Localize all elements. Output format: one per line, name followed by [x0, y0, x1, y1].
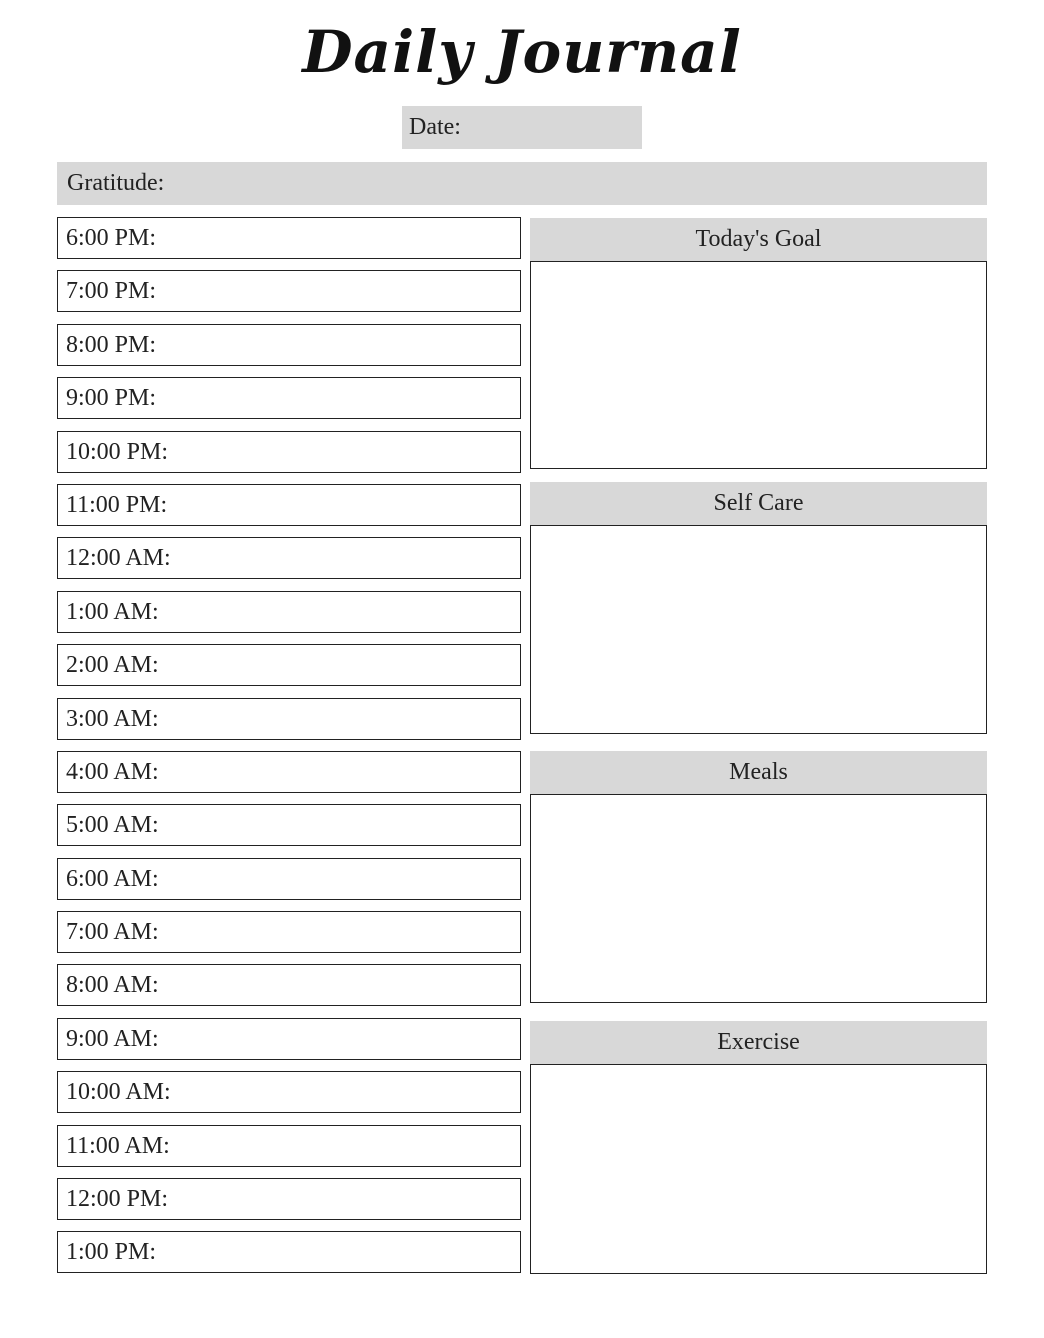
hour-slot[interactable]: 7:00 PM: — [57, 270, 521, 312]
todays-goal-header: Today's Goal — [530, 218, 987, 261]
hour-slot[interactable]: 10:00 AM: — [57, 1071, 521, 1113]
hour-slot[interactable]: 12:00 PM: — [57, 1178, 521, 1220]
page-title: Daily Journal — [302, 18, 742, 86]
meals-section — [530, 751, 987, 1003]
gratitude-field[interactable] — [57, 162, 987, 205]
hour-slot[interactable]: 11:00 PM: — [57, 484, 521, 526]
hour-slot[interactable]: 11:00 AM: — [57, 1125, 521, 1167]
hourly-schedule — [57, 217, 521, 1273]
hour-slot[interactable]: 7:00 AM: — [57, 911, 521, 953]
hour-slot[interactable]: 8:00 PM: — [57, 324, 521, 366]
hour-slot[interactable]: 5:00 AM: — [57, 804, 521, 846]
hour-slot[interactable]: 6:00 PM: — [57, 217, 521, 259]
self-care-header: Self Care — [530, 482, 987, 525]
exercise-section — [530, 1021, 987, 1274]
self-care-area[interactable] — [530, 525, 987, 734]
hour-slot[interactable]: 12:00 AM: — [57, 537, 521, 579]
hour-slot[interactable]: 8:00 AM: — [57, 964, 521, 1006]
hour-slot[interactable]: 10:00 PM: — [57, 431, 521, 473]
date-label: Date: — [409, 114, 461, 140]
hour-slot[interactable]: 3:00 AM: — [57, 698, 521, 740]
hour-slot[interactable]: 9:00 AM: — [57, 1018, 521, 1060]
hour-slot[interactable]: 1:00 PM: — [57, 1231, 521, 1273]
meals-area[interactable] — [530, 794, 987, 1003]
hour-slot[interactable]: 4:00 AM: — [57, 751, 521, 793]
exercise-header: Exercise — [530, 1021, 987, 1064]
date-field[interactable] — [402, 106, 642, 149]
exercise-area[interactable] — [530, 1064, 987, 1274]
meals-header: Meals — [530, 751, 987, 794]
hour-slot[interactable]: 6:00 AM: — [57, 858, 521, 900]
hour-slot[interactable]: 2:00 AM: — [57, 644, 521, 686]
todays-goal-section — [530, 218, 987, 469]
hour-slot[interactable]: 9:00 PM: — [57, 377, 521, 419]
self-care-section — [530, 482, 987, 734]
hour-slot[interactable]: 1:00 AM: — [57, 591, 521, 633]
gratitude-label: Gratitude: — [67, 170, 165, 196]
todays-goal-area[interactable] — [530, 261, 987, 469]
